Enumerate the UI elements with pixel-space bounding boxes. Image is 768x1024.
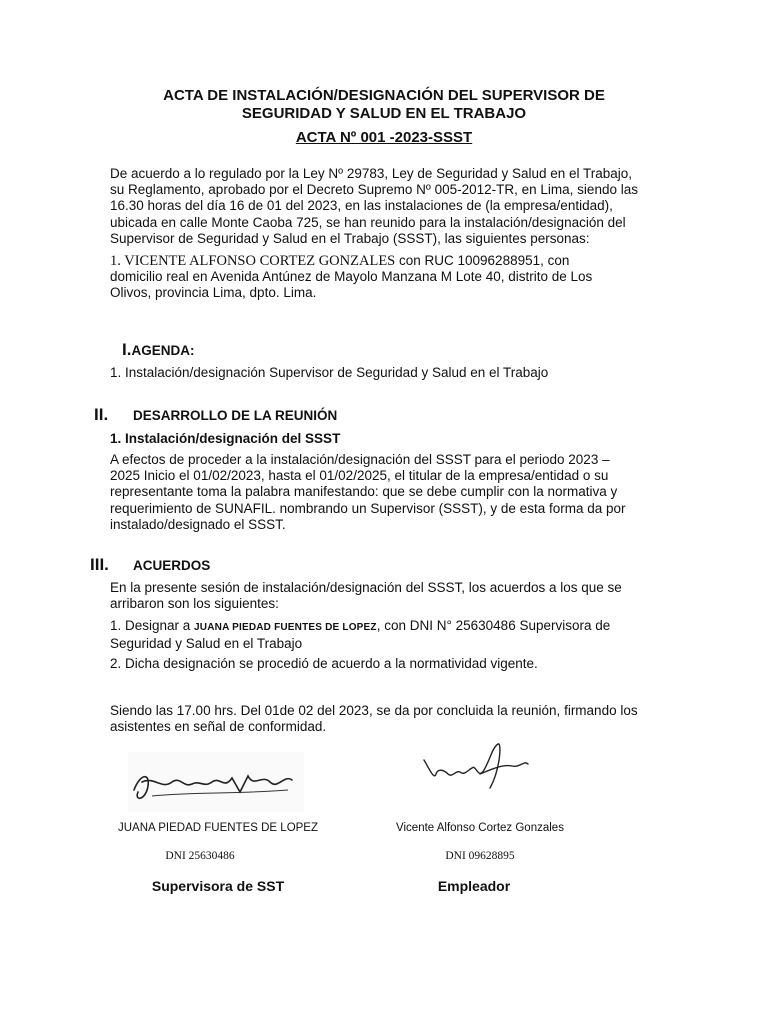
agreement-text: Seguridad y Salud en el Trabajo (110, 636, 303, 652)
signature-right-image (420, 740, 530, 800)
intro-line: De acuerdo a lo regulado por la Ley Nº 29783, Ley de Seguridad y Salud en el Trabajo, (110, 166, 633, 181)
closing-line: Siendo las 17.00 hrs. Del 01de 02 del 2023, se da por concluida la reunión, firmando los (110, 703, 638, 718)
signer-right-role: Empleador (437, 878, 511, 894)
development-paragraph (110, 452, 658, 533)
development-line: requerimiento de SUNAFIL. nombrando un Supervisor (SSST), y de esta forma da por (110, 500, 626, 516)
intro-line: su Reglamento, aprobado por el Decreto Supremo Nº 005-2012-TR, en Lima, siendo las (110, 182, 638, 198)
document-title-line2: SEGURIDAD Y SALUD EN EL TRABAJO (241, 105, 527, 122)
agreement-text: , con DNI N° 25630486 Supervisora de (376, 618, 611, 633)
section-agenda-heading (122, 340, 194, 360)
signer-left-role: Supervisora de SST (151, 878, 285, 894)
document-title-line1: ACTA DE INSTALACIÓN/DESIGNACIÓN DEL SUPERVISOR DE (163, 87, 605, 104)
agreements-intro (110, 580, 658, 612)
designated-name: JUANA PIEDAD FUENTES DE LOPEZ (194, 622, 377, 633)
agreement-text: 1. Designar a (110, 618, 195, 633)
signature-left-image (128, 752, 304, 812)
section-heading: ACUERDOS (133, 558, 211, 573)
signer-right-name: Vicente Alfonso Cortez Gonzales (396, 822, 564, 834)
subsection-heading: 1. Instalación/designación del SSST (110, 431, 341, 446)
closing-paragraph (110, 703, 658, 735)
person-line: Olivos, provincia Lima, dpto. Lima. (110, 285, 317, 301)
person-ruc: con RUC 10096288951, con (395, 253, 570, 268)
acta-number: ACTA Nº 001 -2023-SSST (295, 129, 473, 146)
roman-numeral: II. (94, 405, 109, 424)
development-line: A efectos de proceder a la instalación/designación del SSST para el periodo 2023 – (110, 452, 610, 467)
agreements-line: arribaron son los siguientes: (110, 596, 279, 612)
agreements-line: En la presente sesión de instalación/designación del SSST, los acuerdos a los que se (110, 580, 622, 595)
intro-paragraph (110, 166, 658, 247)
agreement-item-1 (110, 618, 658, 652)
acta-number-wrapper (0, 128, 768, 147)
development-line: 2025 Inicio el 01/02/2023, hasta el 01/02/2025, el titular de la empresa/entidad o su (110, 468, 609, 484)
intro-line: Supervisor de Seguridad y Salud en el Trabajo (SSST), las siguientes personas: (110, 230, 590, 246)
development-line: representante toma la palabra manifestando: que se debe cumplir con la normativa y (110, 484, 618, 500)
closing-line: asistentes en señal de conformidad. (110, 719, 327, 735)
roman-numeral: I. (122, 340, 132, 359)
intro-line: 16.30 horas del día 16 de 01 del 2023, en las instalaciones de (la empresa/entidad), (110, 198, 613, 214)
signer-right-dni: DNI 09628895 (445, 850, 515, 862)
agenda-item: 1. Instalación/designación Supervisor de Seguridad y Salud en el Trabajo (110, 365, 549, 380)
roman-numeral: III. (90, 555, 109, 574)
person-name: 1. VICENTE ALFONSO CORTEZ GONZALES (110, 253, 396, 269)
signer-left-name: JUANA PIEDAD FUENTES DE LOPEZ (117, 822, 318, 834)
development-line: instalado/designado el SSST. (110, 516, 286, 532)
agreement-item-2: 2. Dicha designación se procedió de acuerdo a la normatividad vigente. (110, 656, 538, 671)
section-heading: AGENDA: (131, 343, 195, 358)
section-heading: DESARROLLO DE LA REUNIÓN (133, 408, 338, 423)
signer-left-dni: DNI 25630486 (165, 850, 235, 862)
intro-line: ubicada en calle Monte Caoba 725, se han reunido para la instalación/designación del (110, 214, 626, 230)
person-line: domicilio real en Avenida Antúnez de Mayolo Manzana M Lote 40, distrito de Los (110, 269, 593, 285)
person-paragraph (110, 253, 658, 302)
